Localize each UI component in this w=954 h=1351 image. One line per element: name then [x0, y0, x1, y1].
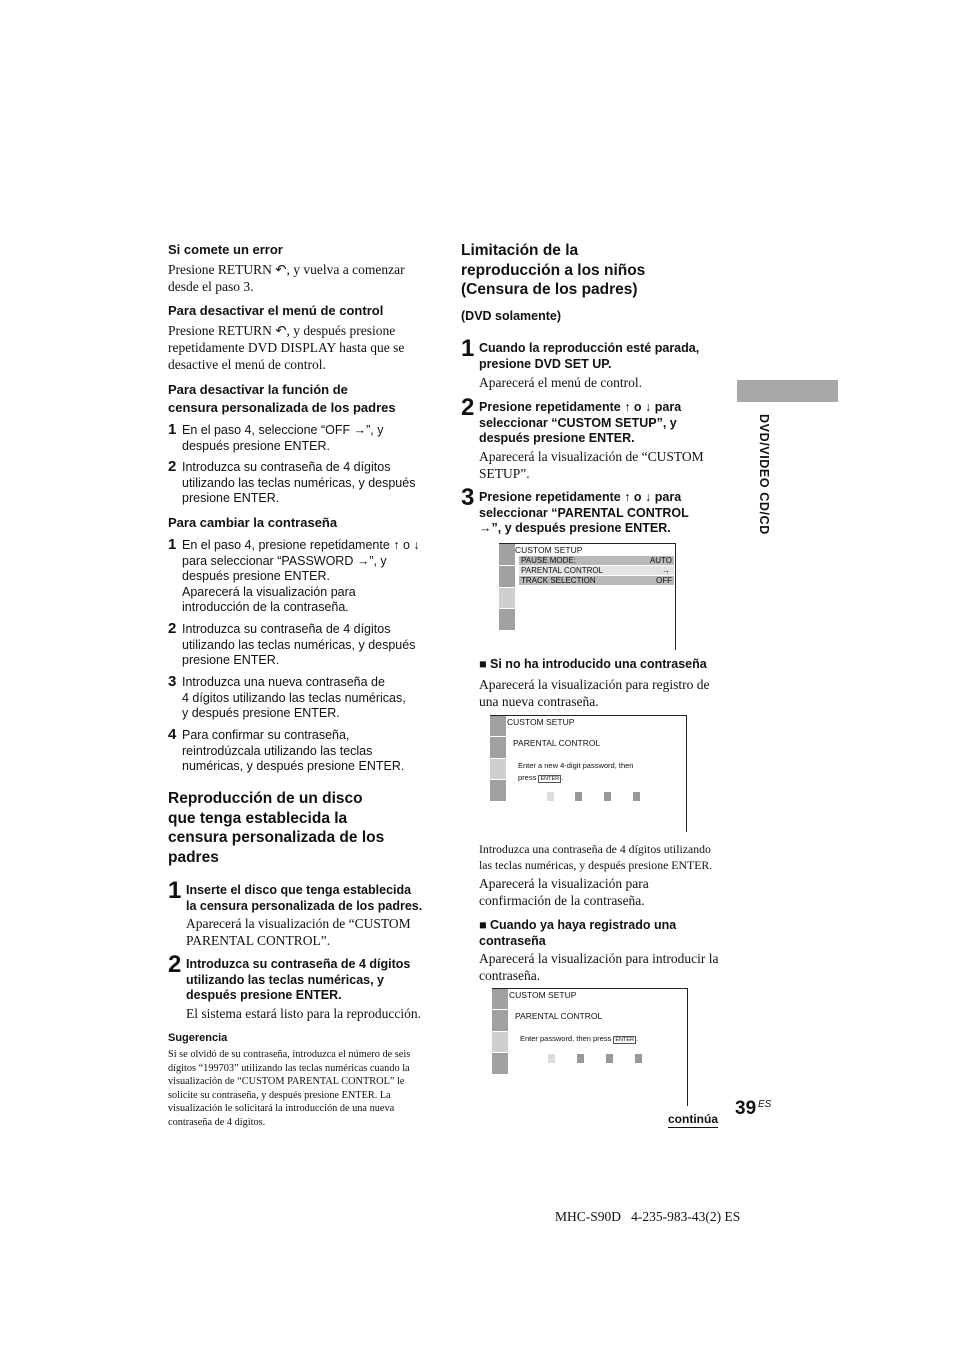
- step-text: Cuando la reproducción esté parada, presione DVD SET UP.: [479, 341, 700, 371]
- row-value: →: [662, 566, 670, 575]
- registered-password-text: Aparecerá la visualización para introducir la contraseña.: [479, 951, 719, 983]
- screen-row-parental-control: [519, 566, 674, 575]
- registered-password-heading: ■ Cuando ya haya registrado una contraseña: [479, 918, 677, 948]
- step-number: 2: [168, 458, 177, 475]
- footer-model-code: MHC-S90D 4-235-983-43(2) ES: [555, 1209, 741, 1224]
- step-number: 2: [461, 394, 475, 421]
- enter-key-icon: ENTER: [540, 776, 560, 782]
- step-text: Presione repetidamente ↑ o ↓ para seleccionar “CUSTOM SETUP”, y después presione ENTER.: [479, 400, 682, 445]
- step-text: En el paso 4, seleccione “OFF →”, y después presione ENTER.: [182, 423, 384, 453]
- change-step-1: [168, 538, 438, 618]
- prompt-text: press: [518, 773, 537, 782]
- prompt-text: .: [636, 1034, 639, 1043]
- no-password-text: Aparecerá la visualización para registro de una nueva contraseña.: [479, 677, 710, 709]
- enter-password-screen: [492, 988, 688, 1106]
- step-text: Presione repetidamente ↑ o ↓ para seleccionar “PARENTAL CONTROL →”, y después presione ENTER.: [479, 490, 689, 535]
- deactivate-step-1: [168, 423, 438, 457]
- row-value: AUTO: [649, 556, 672, 565]
- step-text: Introduzca su contraseña de 4 dígitos utilizando las teclas numéricas, y después presione ENTER.: [186, 957, 411, 1002]
- deactivate-step-2: [168, 460, 438, 510]
- screen-subtitle: PARENTAL CONTROL: [515, 1011, 603, 1021]
- limitation-heading: Limitación de la reproducción a los niños (Censura de los padres): [461, 242, 646, 298]
- deactivate-function-heading: Para desactivar la función de censura personalizada de los padres: [168, 382, 396, 415]
- reproduction-step-2: [168, 951, 438, 1027]
- reproduction-step-1: [168, 877, 438, 953]
- step-number: 1: [168, 421, 177, 438]
- step-text: Introduzca una nueva contraseña de 4 dígitos utilizando las teclas numéricas, y después presione ENTER.: [182, 675, 406, 720]
- screen-menu-bar: [499, 609, 515, 631]
- section-side-label-container: [756, 414, 772, 574]
- screen-menu-bar: [492, 989, 508, 1010]
- step-subtext: Aparecerá el menú de control.: [479, 375, 643, 390]
- screen-menu-bar: [492, 1053, 508, 1075]
- screen-row-pause-mode: [519, 556, 674, 565]
- step-text: Introduzca su contraseña de 4 dígitos utilizando las teclas numéricas, y después presione ENTER.: [182, 622, 416, 667]
- change-step-3: [168, 675, 438, 725]
- password-digit-box: [547, 792, 554, 801]
- step-subtext: Aparecerá la visualización de “CUSTOM SETUP”.: [479, 449, 704, 481]
- continues-label: continúa: [668, 1112, 718, 1126]
- limitation-step-1: [461, 335, 721, 396]
- deactivate-menu-text: Presione RETURN ↶, y después presione repetidamente DVD DISPLAY hasta que se desactive el menú de control.: [168, 323, 405, 372]
- password-digit-box: [577, 1054, 584, 1063]
- password-digit-box: [606, 1054, 613, 1063]
- password-digit-box: [548, 1054, 555, 1063]
- change-step-2: [168, 622, 438, 672]
- tip-heading: Sugerencia: [168, 1032, 228, 1044]
- change-password-heading: Para cambiar la contraseña: [168, 515, 338, 530]
- no-password-heading: ■ Si no ha introducido una contraseña: [479, 657, 707, 671]
- password-digit-box: [633, 792, 640, 801]
- step-subtext: Aparecerá la visualización de “CUSTOM PARENTAL CONTROL”.: [186, 916, 411, 948]
- screen-menu-bar: [490, 737, 506, 759]
- step-number: 4: [168, 726, 177, 743]
- password-digit-box: [604, 792, 611, 801]
- step-text: Para confirmar su contraseña, reintrodúzcala utilizando las teclas numéricas, y después presione ENTER.: [182, 728, 405, 773]
- step-number: 2: [168, 620, 177, 637]
- step-number: 3: [461, 484, 475, 511]
- row-label: TRACK SELECTION: [521, 576, 596, 585]
- password-digit-box: [635, 1054, 642, 1063]
- enter-key-icon: ENTER: [615, 1037, 635, 1043]
- intro-password-text: Introduzca una contraseña de 4 dígitos utilizando las teclas numéricas, y después presione ENTER.: [479, 842, 713, 872]
- screen-menu-bar: [499, 566, 515, 588]
- deactivate-menu-heading: Para desactivar el menú de control: [168, 303, 384, 318]
- password-digit-box: [575, 792, 582, 801]
- screen-title: CUSTOM SETUP: [507, 717, 575, 727]
- screen-menu-bar: [490, 759, 506, 780]
- screen-subtitle: PARENTAL CONTROL: [513, 738, 601, 748]
- screen-row-track-selection: [519, 576, 674, 585]
- new-password-screen: [490, 715, 687, 832]
- step-text: Inserte el disco que tenga establecida la censura personalizada de los padres.: [186, 883, 423, 913]
- row-label: PARENTAL CONTROL: [521, 566, 604, 575]
- prompt-text: .: [561, 773, 564, 782]
- step-number: 1: [168, 877, 182, 904]
- dvd-only-subheading: (DVD solamente): [461, 309, 562, 323]
- reproduction-heading: Reproducción de un disco que tenga establecida la censura personalizada de los padres: [168, 790, 385, 866]
- step-number: 3: [168, 673, 177, 690]
- step-number: 2: [168, 951, 182, 978]
- screen-prompt: Enter a new 4-digit password, then: [518, 761, 634, 770]
- section-side-label: DVD/VIDEO CD/CD: [757, 414, 771, 535]
- page-number-suffix: ES: [758, 1099, 772, 1110]
- screen-prompt-line-2: [518, 773, 563, 782]
- screen-menu-bar: [499, 588, 515, 609]
- step-text: Introduzca su contraseña de 4 dígitos utilizando las teclas numéricas, y después presione ENTER.: [182, 460, 416, 505]
- step-number: 1: [168, 536, 177, 553]
- section-tab-marker: [737, 380, 838, 402]
- screen-title: CUSTOM SETUP: [515, 545, 583, 555]
- screen-menu-bar: [490, 716, 506, 737]
- step-number: 1: [461, 335, 475, 362]
- step-text: En el paso 4, presione repetidamente ↑ o ↓ para seleccionar “PASSWORD →”, y después presione ENTER. Aparecerá la visualización para introducción de la contraseña.: [182, 538, 420, 614]
- screen-menu-bar: [492, 1010, 508, 1032]
- limitation-step-3: [461, 484, 721, 540]
- error-text: Presione RETURN ↶, y vuelva a comenzar desde el paso 3.: [168, 262, 405, 294]
- row-label: PAUSE MODE:: [521, 556, 576, 565]
- error-heading: Si comete un error: [168, 242, 283, 257]
- limitation-step-2: [461, 394, 721, 485]
- screen-menu-bar: [492, 1032, 508, 1053]
- screen-menu-bar: [490, 780, 506, 802]
- screen-title: CUSTOM SETUP: [509, 990, 577, 1000]
- tip-text: Si se olvidó de su contraseña, introduzca el número de seis dígitos “199703” utilizando las teclas numéricas cuando la visualización de “CUSTOM PARENTAL CONTROL” le solicite su contraseña, y después presione ENTER. La visualización le solicitará la introducción de una nueva contraseña de 4 dígitos.: [168, 1049, 411, 1128]
- change-step-4: [168, 728, 438, 778]
- screen-menu-bar: [499, 544, 515, 566]
- step-subtext: El sistema estará listo para la reproducción.: [186, 1006, 422, 1021]
- screen-prompt: [520, 1034, 638, 1043]
- confirm-password-text: Aparecerá la visualización para confirmación de la contraseña.: [479, 876, 649, 908]
- prompt-text: Enter password, then press: [520, 1034, 612, 1043]
- row-value: OFF: [656, 576, 672, 585]
- page-number: 39: [735, 1098, 757, 1119]
- custom-setup-screen: [499, 543, 676, 650]
